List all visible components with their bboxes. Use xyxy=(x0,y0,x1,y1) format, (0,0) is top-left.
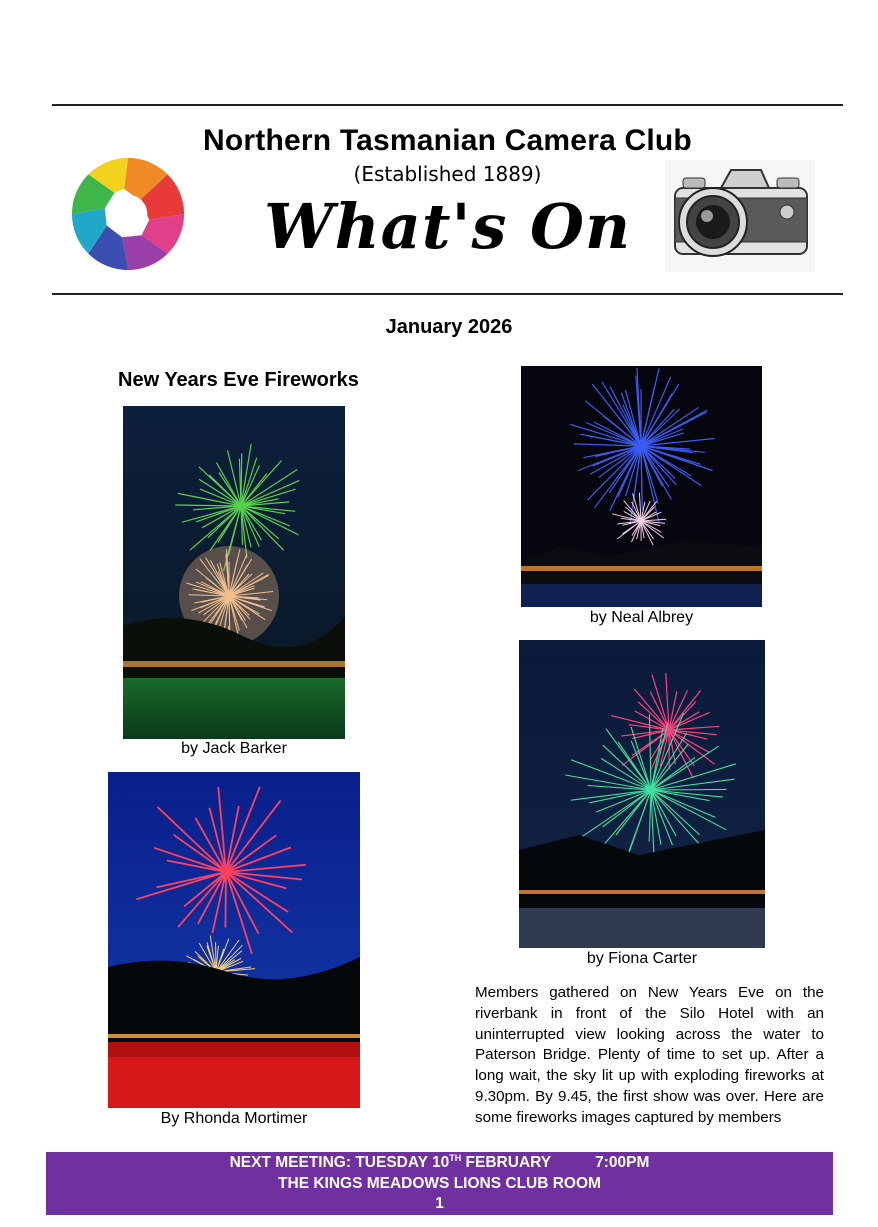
next-meeting-line xyxy=(46,1153,833,1174)
date-suffix: TH xyxy=(449,1152,462,1163)
newsletter-title: What's On xyxy=(263,190,632,263)
photo-caption: by Fiona Carter xyxy=(586,950,698,967)
header-top-rule xyxy=(52,104,843,106)
meeting-time: 7:00PM xyxy=(595,1154,650,1171)
meeting-month: FEBRUARY xyxy=(461,1154,552,1171)
club-name: Northern Tasmanian Camera Club xyxy=(203,124,692,157)
firework-photo-rhonda-mortimer xyxy=(108,772,360,1108)
issue-date: January 2026 xyxy=(385,316,513,338)
meeting-venue: THE KINGS MEADOWS LIONS CLUB ROOM xyxy=(278,1174,601,1192)
header-bottom-rule xyxy=(52,293,843,295)
page-number: 1 xyxy=(435,1195,444,1212)
photo-caption: By Rhonda Mortimer xyxy=(160,1110,308,1127)
photo-caption: by Neal Albrey xyxy=(589,609,694,626)
firework-photo-fiona-carter xyxy=(519,640,765,948)
footer-banner xyxy=(46,1152,833,1215)
article-text: Members gathered on New Years Eve on the riverbank in front of the Silo Hotel with an uninterrupted view looking across the water to Paterson Bridge. Plenty of time to set up. After a long wait, the sky lit up with exploding fireworks at 9.30pm. By 9.45, the first show was over. Here are some fireworks images captured by members xyxy=(475,984,824,1126)
established-year: (Established 1889) xyxy=(353,162,542,186)
firework-photo-jack-barker xyxy=(123,406,345,739)
section-title: New Years Eve Fireworks xyxy=(118,369,359,391)
photo-caption: by Jack Barker xyxy=(181,740,287,757)
firework-photo-neal-albrey xyxy=(521,366,762,607)
meeting-date: NEXT MEETING: TUESDAY 10 xyxy=(229,1154,450,1171)
camera-aperture-icon xyxy=(70,156,186,272)
